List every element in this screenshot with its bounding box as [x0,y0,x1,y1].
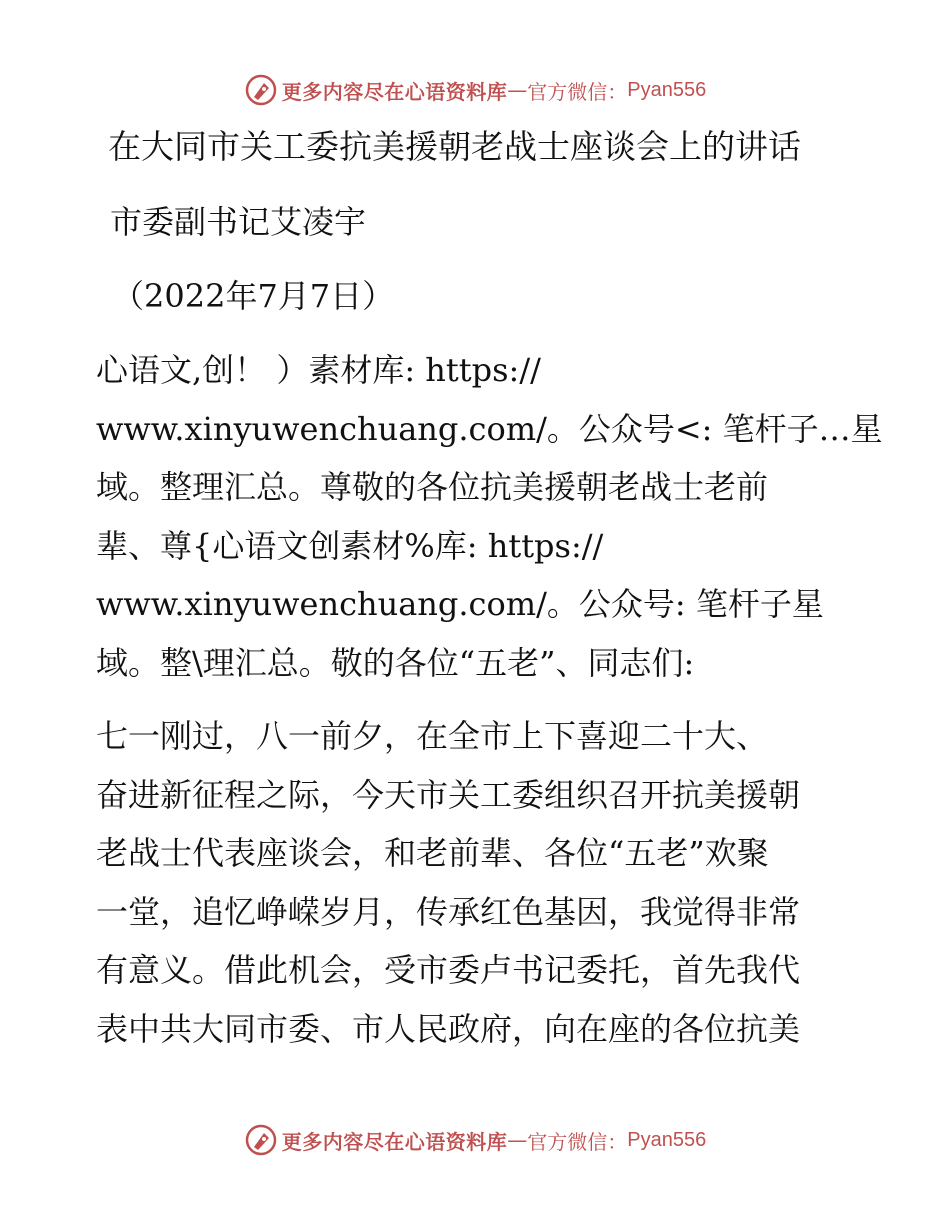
watermark-separator: — [507,78,528,102]
watermark-wechat-label: 官方微信： [527,79,628,104]
pen-nib-logo-icon [244,1123,278,1157]
document-author: 市委副书记艾凌宇 [110,203,367,241]
document-title: 在大同市关工委抗美援朝老战士座谈会上的讲话 [108,127,801,166]
bottom-watermark [0,1120,950,1160]
document-date: （2022年7月7日） [112,277,395,315]
watermark-text: 更多内容尽在心语资料库 [281,1129,508,1154]
watermark-wechat-id: Pyan556 [627,1128,707,1151]
paragraph-line: 辈、尊{心语文创素材%库: https:// [96,526,604,565]
paragraph-line: 七一刚过，八一前夕，在全市上下喜迎二十大、 [96,717,769,755]
paragraph-line: 奋进新征程之际，今天市关工委组织召开抗美援朝 [96,775,801,814]
paragraph-line: 表中共大同市委、市人民政府，向在座的各位抗美 [96,1009,801,1048]
paragraph-line: 域。整理汇总。尊敬的各位抗美援朝老战士老前 [96,468,769,506]
watermark-separator: — [507,1128,528,1152]
paragraph-line: 心语文,创！ ）素材库: https:// [96,351,541,389]
paragraph-line: 老战士代表座谈会，和老前辈、各位“五老”欢聚 [96,834,769,872]
paragraph-line: 一堂，追忆峥嵘岁月，传承红色基因，我觉得非常 [96,892,801,931]
watermark-wechat-label: 官方微信： [527,1129,628,1154]
paragraph-line: www.xinyuwenchuang.com/。公众号: 笔杆子星 [96,585,824,623]
paragraph-1 [96,341,883,692]
pen-nib-logo-icon [244,73,278,107]
top-watermark [0,70,950,110]
paragraph-line: 域。整\理汇总。敬的各位“五老”、同志们: [96,643,695,682]
paragraph-line: www.xinyuwenchuang.com/。公众号<: 笔杆子…星 [96,409,883,448]
paragraph-2 [96,707,856,1058]
watermark-wechat-id: Pyan556 [627,78,707,101]
watermark-text: 更多内容尽在心语资料库 [281,79,508,104]
paragraph-line: 有意义。借此机会，受市委卢书记委托，首先我代 [96,951,801,989]
